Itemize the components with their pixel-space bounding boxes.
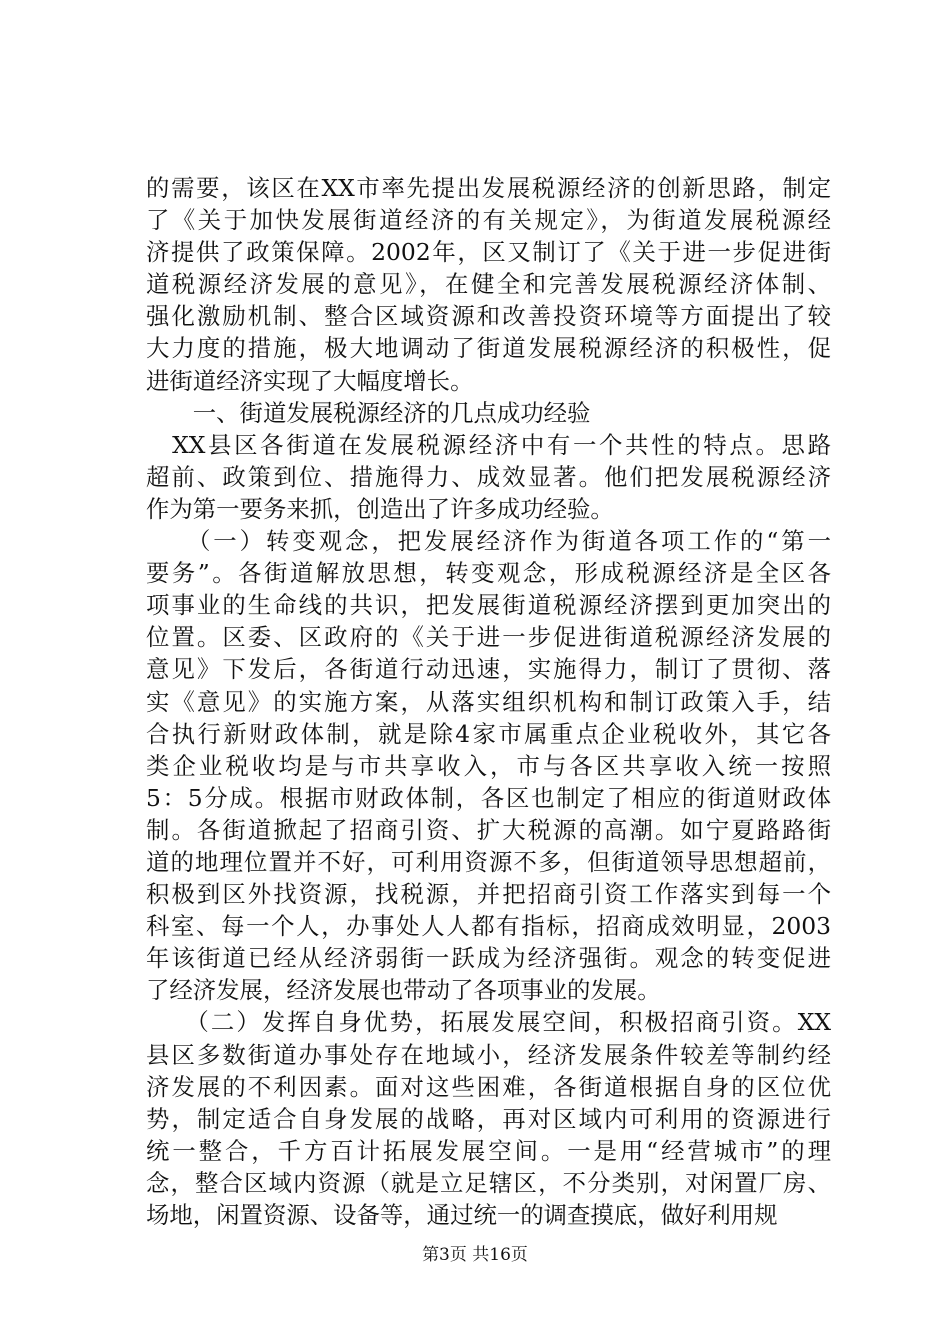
- paragraph: [146, 525, 831, 1006]
- text-line: 了经济发展，经济发展也带动了各项事业的发展。: [146, 976, 661, 1005]
- text-line: 场地，闲置资源、设备等，通过统一的调查摸底，做好利用规: [146, 1201, 778, 1229]
- text-line: 项事业的生命线的共识，把发展街道税源经济摆到更加突出的: [146, 591, 831, 620]
- text-line: 道税源经济发展的意见》，在健全和完善发展税源经济体制、: [146, 270, 831, 299]
- text-line: 超前、政策到位、措施得力、成效显著。他们把发展税源经济: [146, 462, 831, 491]
- text-line: 念，整合区域内资源（就是立足辖区，不分类别，对闲置厂房、: [146, 1168, 831, 1197]
- document-body: [146, 172, 831, 1231]
- page-footer: 第3页 共16页: [422, 1245, 528, 1265]
- text-line: 进街道经济实现了大幅度增长。: [146, 366, 474, 395]
- text-line: （一）转变观念，把发展经济作为街道各项工作的“第一: [146, 527, 831, 556]
- text-line: 要务”。各街道解放思想，转变观念，形成税源经济是全区各: [146, 559, 831, 588]
- paragraph: [146, 1006, 831, 1231]
- text-line: 意见》下发后，各街道行动迅速，实施得力，制订了贯彻、落: [146, 655, 831, 684]
- text-line: 大力度的措施，极大地调动了街道发展税源经济的积极性，促: [146, 334, 831, 363]
- paragraph: [146, 172, 831, 397]
- text-line: 势，制定适合自身发展的战略，再对区域内可利用的资源进行: [146, 1104, 831, 1133]
- paragraph: [146, 397, 831, 429]
- text-line: 县区多数街道办事处存在地域小，经济发展条件较差等制约经: [146, 1040, 831, 1069]
- text-line: 科室、每一个人，办事处人人都有指标，招商成效明显，2003: [146, 912, 831, 941]
- text-line: 了《关于加快发展街道经济的有关规定》，为街道发展税源经: [146, 206, 831, 235]
- text-line: 强化激励机制、整合区域资源和改善投资环境等方面提出了较: [146, 302, 831, 331]
- text-line: 类企业税收均是与市共享收入，市与各区共享收入统一按照: [146, 751, 831, 780]
- text-line: 制。各街道掀起了招商引资、扩大税源的高潮。如宁夏路路街: [146, 815, 831, 844]
- text-line: 统一整合，千方百计拓展发展空间。一是用“经营城市”的理: [146, 1136, 831, 1165]
- text-line: 实《意见》的实施方案，从落实组织机构和制订政策入手，结: [146, 687, 831, 716]
- text-line: （二）发挥自身优势，拓展发展空间，积极招商引资。XX: [146, 1008, 831, 1037]
- text-line: 作为第一要务来抓，创造出了许多成功经验。: [146, 494, 614, 523]
- text-line: 5：5分成。根据市财政体制，各区也制定了相应的街道财政体: [146, 783, 831, 812]
- text-line: 位置。区委、区政府的《关于进一步促进街道税源经济发展的: [146, 623, 831, 652]
- text-line: 济发展的不利因素。面对这些困难，各街道根据自身的区位优: [146, 1072, 831, 1101]
- text-line: 合执行新财政体制，就是除4家市属重点企业税收外，其它各: [146, 719, 831, 748]
- text-line: 年该街道已经从经济弱街一跃成为经济强街。观念的转变促进: [146, 944, 831, 973]
- text-line: 道的地理位置并不好，可利用资源不多，但街道领导思想超前，: [146, 847, 831, 876]
- text-line: 济提供了政策保障。2002年，区又制订了《关于进一步促进街: [146, 238, 831, 267]
- text-line: 积极到区外找资源，找税源，并把招商引资工作落实到每一个: [146, 880, 831, 909]
- text-line: XX县区各街道在发展税源经济中有一个共性的特点。思路: [146, 430, 831, 459]
- text-line: 一、街道发展税源经济的几点成功经验: [146, 398, 591, 427]
- text-line: 的需要，该区在XX市率先提出发展税源经济的创新思路，制定: [146, 174, 831, 202]
- paragraph: [146, 429, 831, 525]
